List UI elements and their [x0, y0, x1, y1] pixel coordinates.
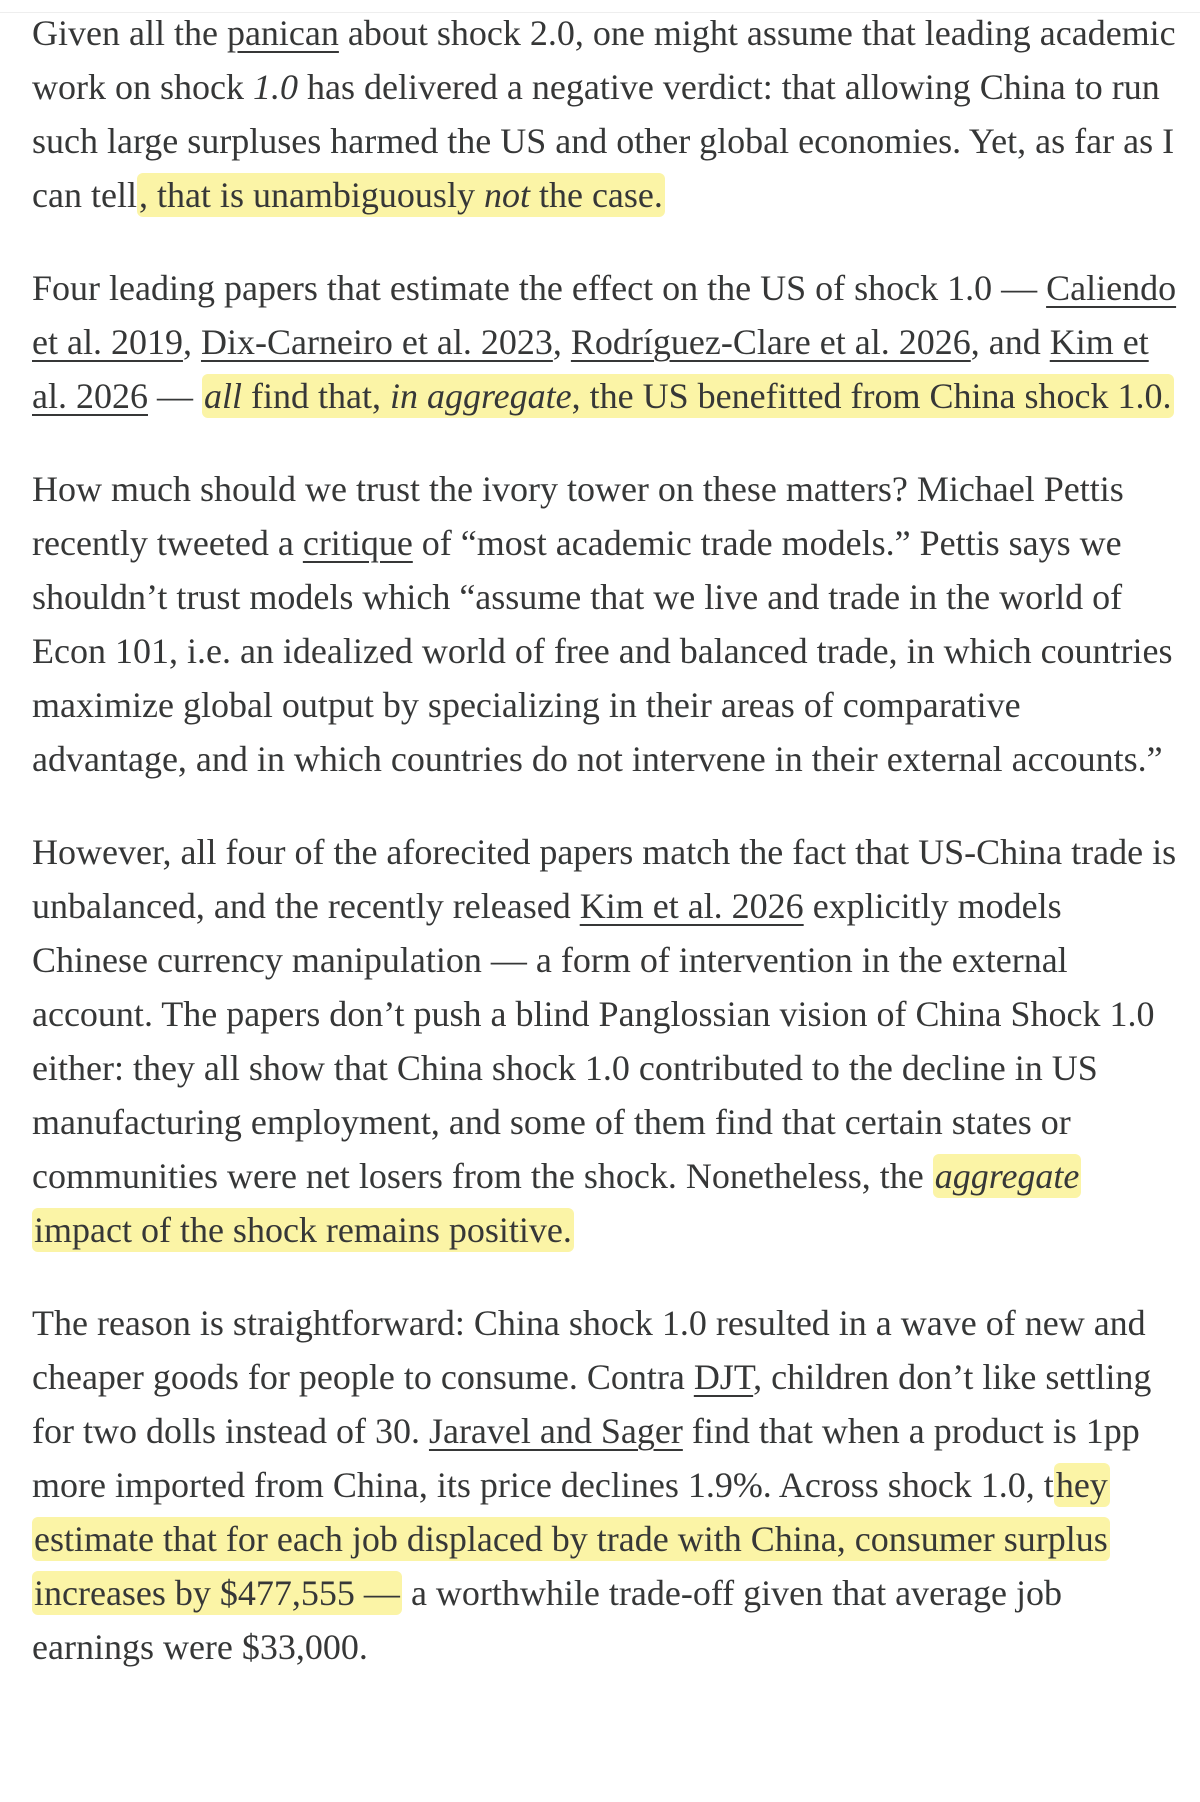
paragraph-4: However, all four of the aforecited papers match the fact that US-China trade is unbalanced, and the recently released Kim et al. 2026 explicitly models Chinese currency manipulation — a form of intervention in the external account. The papers don’t push a blind Panglossian vision of China Shock 1.0 either: they all show that China shock 1.0 contributed to the decline in US manufacturing employment, and some of them find that certain states or communities were net losers from the shock. Nonetheless, the aggregate impact of the shock remains positive. — [32, 832, 1177, 1250]
article-body — [32, 6, 1182, 1713]
link-dix-carneiro-2023[interactable]: Dix-Carneiro et al. 2023 — [200, 322, 553, 362]
paragraph-5: The reason is straightforward: China shock 1.0 resulted in a wave of new and cheaper goods for people to consume. Contra DJT, children don’t like settling for two dolls instead of 30. Jaravel and Sager find that when a product is 1pp more imported from China, its price declines 1.9%. Across shock 1.0, they estimate that for each job displaced by trade with China, consumer surplus increases by $477,555 — a worthwhile trade-off given that average job earnings were $33,000. — [32, 1303, 1152, 1667]
highlight-not-the-case: , that is unambiguously not the case. — [138, 175, 663, 215]
emphasis-1-0: 1.0 — [252, 67, 298, 107]
paragraph-1: Given all the panican about shock 2.0, one might assume that leading academic work on shock 1.0 has delivered a negative verdict: that allowing China to run such large surpluses harmed the US and other global economies. Yet, as far as I can tell, that is unambiguously not the case. — [32, 13, 1176, 215]
highlight-us-benefitted: all find that, in aggregate, the US benefitted from China shock 1.0. — [203, 376, 1172, 416]
paragraph-2: Four leading papers that estimate the effect on the US of shock 1.0 — Caliendo et al. 2019, Dix-Carneiro et al. 2023, Rodríguez-Clare et al. 2026, and Kim et al. 2026 — all find that, in aggregate, the US benefitted from China shock 1.0. — [32, 268, 1177, 416]
link-kim-2026-second[interactable]: Kim et al. 2026 — [579, 886, 804, 926]
link-kim-2026[interactable]: Kim et al. 2026 — [32, 322, 1149, 416]
link-jaravel-sager[interactable]: Jaravel and Sager — [428, 1411, 683, 1451]
link-rodriguez-clare-2026[interactable]: Rodríguez-Clare et al. 2026 — [570, 322, 971, 362]
paragraph-3: How much should we trust the ivory tower on these matters? Michael Pettis recently tweeted a critique of “most academic trade models.” Pettis says we shouldn’t trust models which “assume that we live and trade in the world of Econ 101, i.e. an idealized world of free and balanced trade, in which countries maximize global output by specializing in their areas of comparative advantage, and in which countries do not intervene in their external accounts.” — [32, 469, 1173, 779]
link-critique[interactable]: critique — [302, 523, 413, 563]
highlight-aggregate-positive: aggregate impact of the shock remains positive. — [34, 1156, 1080, 1250]
link-caliendo-2019[interactable]: Caliendo et al. 2019 — [32, 268, 1177, 362]
link-djt[interactable]: DJT — [693, 1357, 754, 1397]
highlight-consumer-surplus: hey estimate that for each job displaced by trade with China, consumer surplus increases by $477,555 — — [34, 1465, 1108, 1613]
link-panican[interactable]: panican — [226, 13, 339, 53]
